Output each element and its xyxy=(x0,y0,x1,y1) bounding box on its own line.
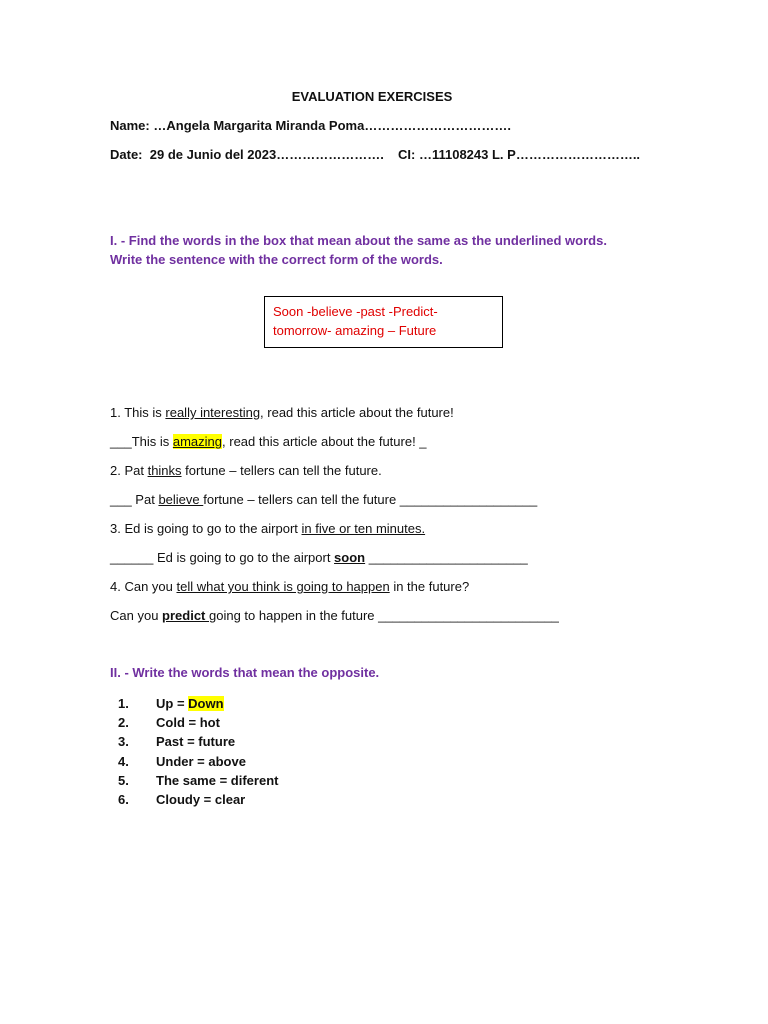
list-item xyxy=(118,771,278,790)
list-number: 6. xyxy=(118,791,129,807)
section2-heading: II. - Write the words that mean the opposite. xyxy=(110,665,380,680)
document-title: EVALUATION EXERCISES xyxy=(291,89,453,104)
underlined-phrase: really interesting xyxy=(165,405,261,420)
question-text: , read this article about the future! xyxy=(260,405,454,420)
ci-value: …11108243 L. P……………………….. xyxy=(418,147,641,162)
list-number: 1. xyxy=(118,696,129,711)
answer-word: amazing xyxy=(172,434,223,449)
word-box-line1: Soon -believe -past -Predict- xyxy=(273,304,438,319)
date-value: 29 de Junio del 2023……………………. xyxy=(149,147,384,162)
question-text: in the future? xyxy=(389,579,470,594)
list-text: Up = xyxy=(156,696,189,711)
answer-1 xyxy=(110,434,427,450)
answer-text: ___This is xyxy=(110,434,173,449)
name-line xyxy=(110,118,511,134)
question-2 xyxy=(110,463,382,479)
answer-text: , read this article about the future! _ xyxy=(222,434,427,449)
list-item xyxy=(118,713,278,732)
answer-text: ___ Pat xyxy=(110,492,159,507)
question-text: 3. Ed is going to go to the airport xyxy=(110,521,302,536)
answer-word: predict xyxy=(162,608,210,623)
underlined-phrase: thinks xyxy=(147,463,182,478)
ci-line xyxy=(398,147,640,163)
name-value: …Angela Margarita Miranda Poma……………………………. xyxy=(153,118,511,133)
opposites-list xyxy=(118,694,278,809)
question-text: fortune – tellers can tell the future. xyxy=(181,463,382,478)
list-item xyxy=(118,732,278,751)
answer-3 xyxy=(110,550,528,566)
list-text: Under = above xyxy=(156,753,246,769)
answer-text: ______ Ed is going to go to the airport xyxy=(110,550,335,565)
list-item xyxy=(118,790,278,809)
question-4 xyxy=(110,579,469,595)
list-text: Cloudy = clear xyxy=(156,791,246,807)
answer-text: ______________________ xyxy=(365,550,528,565)
list-number: 5. xyxy=(118,772,129,788)
list-item xyxy=(118,694,278,713)
list-number: 4. xyxy=(118,753,129,769)
question-text: 1. This is xyxy=(110,405,166,420)
list-number: 2. xyxy=(118,715,129,731)
list-text: The same = diferent xyxy=(156,772,279,788)
answer-text: going to happen in the future _________________________ xyxy=(209,608,559,623)
date-label: Date: xyxy=(110,147,143,162)
answer-word: Down xyxy=(188,696,224,711)
answer-4 xyxy=(110,608,559,624)
word-box xyxy=(264,296,503,348)
underlined-phrase: tell what you think is going to happen xyxy=(176,579,390,594)
underlined-phrase: in five or ten minutes. xyxy=(301,521,426,536)
list-item xyxy=(118,752,278,771)
question-text: 4. Can you xyxy=(110,579,177,594)
answer-text: Can you xyxy=(110,608,163,623)
date-line xyxy=(110,147,384,163)
section1-heading-line1: I. - Find the words in the box that mean about the same as the underlined words. xyxy=(110,233,607,248)
name-label: Name: xyxy=(110,118,150,133)
question-1 xyxy=(110,405,454,421)
answer-text: fortune – tellers can tell the future ___________________ xyxy=(203,492,538,507)
question-text: 2. Pat xyxy=(110,463,148,478)
question-3 xyxy=(110,521,425,537)
answer-word: soon xyxy=(334,550,366,565)
list-text: Past = future xyxy=(156,734,236,750)
list-number: 3. xyxy=(118,734,129,750)
ci-label: CI: xyxy=(398,147,416,162)
word-box-line2: tomorrow- amazing – Future xyxy=(273,323,437,338)
section1-heading-line2: Write the sentence with the correct form of the words. xyxy=(110,252,443,267)
answer-word: believe xyxy=(158,492,204,507)
list-text: Cold = hot xyxy=(156,715,220,731)
answer-2 xyxy=(110,492,537,508)
